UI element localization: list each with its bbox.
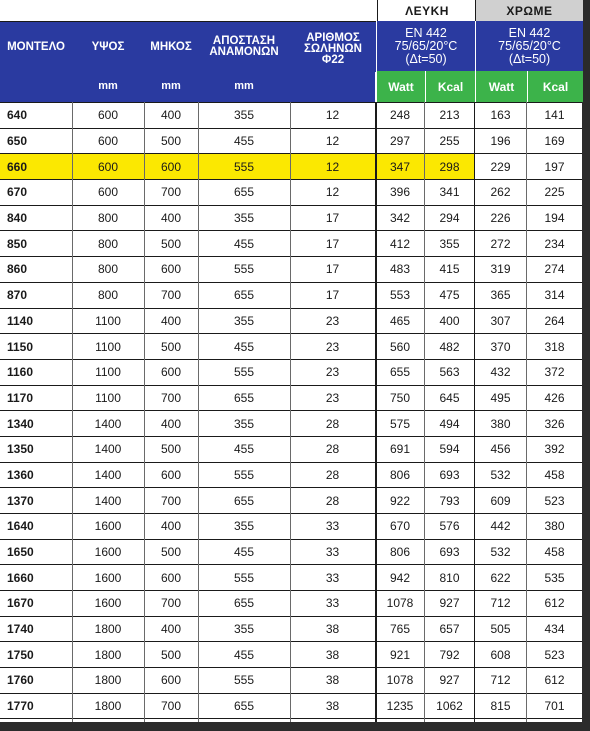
table-row [0,564,582,590]
cell-kcal-lefki: 400 [439,313,460,328]
cell-tubes: 17 [325,262,340,277]
cell-model: 850 [7,236,28,251]
cell-watt-lefki: 483 [389,262,411,277]
cell-kcal-lefki: 1062 [436,698,463,713]
cell-kcal-lefki: 793 [439,493,460,508]
cell-height: 1600 [94,596,122,611]
cell-length: 400 [160,416,182,431]
cell-distance: 355 [233,313,255,328]
cell-tubes: 12 [325,134,340,149]
table-row [0,128,582,154]
cell-length: 400 [160,519,182,534]
table-row [0,385,582,411]
cell-model: 1370 [7,493,34,508]
cell-tubes: 23 [325,365,340,380]
cell-height: 600 [97,159,119,174]
cell-kcal-lefki: 482 [439,339,460,354]
header-tubes [290,26,376,72]
cell-length: 600 [160,467,182,482]
cell-watt-lefki: 248 [389,108,411,123]
cell-height: 800 [97,288,119,303]
table-row [0,590,582,616]
cell-model: 1360 [7,467,34,482]
table-row [0,539,582,565]
cell-kcal-lefki: 341 [439,185,460,200]
cell-watt-xrome: 319 [490,262,511,277]
table-row [0,102,582,128]
cell-height: 1100 [95,313,121,328]
cell-height: 1100 [95,365,121,380]
cell-watt-lefki: 575 [389,416,411,431]
cell-watt-xrome: 815 [490,698,511,713]
cell-watt-lefki: 342 [389,211,411,226]
cell-kcal-xrome: 458 [544,545,565,560]
cell-length: 700 [160,596,182,611]
cell-kcal-xrome: 274 [544,262,565,277]
header-distance-line2: ΑΝΑΜΟΝΩΝ [209,46,279,58]
cell-length: 500 [160,134,182,149]
cell-length: 600 [160,159,182,174]
cell-distance: 355 [233,622,255,637]
cell-watt-lefki: 560 [389,339,411,354]
cell-model: 1740 [7,622,34,637]
cell-model: 860 [7,262,28,277]
cell-tubes: 38 [325,647,340,662]
cell-distance: 655 [233,185,255,200]
cell-kcal-xrome: 314 [544,288,565,303]
group-header-xrome: ΧΡΩΜΕ [475,0,583,21]
cell-tubes: 38 [325,622,340,637]
cell-watt-xrome: 712 [490,596,511,611]
cell-tubes: 28 [325,467,340,482]
table-row [0,256,582,282]
cell-kcal-lefki: 475 [439,288,460,303]
header-tubes-line3: Φ22 [321,53,345,66]
cell-kcal-lefki: 576 [439,519,460,534]
table-body [0,102,582,719]
cell-watt-lefki: 1078 [386,673,414,688]
table-row [0,487,582,513]
cell-watt-xrome: 272 [490,236,511,251]
cell-height: 1400 [94,467,122,482]
en442-header-xrome [475,21,583,71]
cell-distance: 555 [233,570,255,585]
cell-model: 1150 [7,339,34,354]
cell-length: 600 [160,673,182,688]
cell-kcal-xrome: 701 [544,698,565,713]
header-model: ΜΟΝΤΕΛΟ [7,40,65,53]
group-header-row [0,0,582,21]
cell-tubes: 17 [325,211,340,226]
cell-model: 870 [7,288,28,303]
cell-tubes: 23 [325,313,340,328]
cell-kcal-lefki: 645 [439,390,460,405]
unit-kcal-xrome: Kcal [527,71,583,102]
header-length: ΜΗΚΟΣ [150,40,192,53]
cell-model: 840 [7,211,28,226]
cell-watt-lefki: 670 [389,519,411,534]
table-row [0,513,582,539]
cell-length: 600 [160,365,182,380]
cell-kcal-lefki: 298 [439,159,460,174]
table-row [0,359,582,385]
table-row [0,616,582,642]
cell-watt-xrome: 505 [490,622,511,637]
cell-length: 400 [160,313,182,328]
cell-height: 1100 [95,339,121,354]
cell-kcal-lefki: 657 [439,622,460,637]
cell-height: 1600 [94,519,122,534]
cell-watt-xrome: 432 [490,365,511,380]
column-divider [144,102,145,722]
cell-kcal-lefki: 927 [439,673,460,688]
cell-model: 1650 [7,545,34,560]
cell-length: 600 [160,570,182,585]
table-row [0,230,582,256]
cell-distance: 455 [233,442,255,457]
cell-watt-xrome: 226 [490,211,511,226]
column-divider [474,102,475,722]
cell-kcal-xrome: 392 [544,442,565,457]
cell-kcal-lefki: 415 [439,262,460,277]
cell-kcal-lefki: 255 [439,134,460,149]
cell-model: 660 [7,159,28,174]
cell-tubes: 38 [325,673,340,688]
cell-watt-lefki: 1235 [386,698,414,713]
cell-height: 600 [97,108,119,123]
cell-watt-xrome: 495 [490,390,511,405]
cell-model: 1640 [7,519,34,534]
cell-kcal-xrome: 264 [544,313,565,328]
cell-length: 500 [160,442,182,457]
cell-kcal-xrome: 612 [544,596,565,611]
cell-tubes: 33 [325,596,340,611]
cell-distance: 455 [233,545,255,560]
cell-kcal-xrome: 458 [544,467,565,482]
cell-model: 1670 [7,596,34,611]
units-row [0,71,375,102]
cell-height: 1400 [94,416,122,431]
column-divider [290,102,291,722]
cell-length: 500 [160,545,182,560]
cell-watt-xrome: 442 [490,519,511,534]
cell-kcal-xrome: 426 [544,390,565,405]
cell-watt-lefki: 806 [389,467,411,482]
table-row [0,333,582,359]
cell-distance: 555 [233,262,255,277]
cell-kcal-xrome: 141 [544,108,565,123]
cell-model: 1770 [7,698,34,713]
cell-watt-lefki: 922 [389,493,411,508]
cell-height: 1800 [94,673,122,688]
cell-model: 650 [7,134,28,149]
cell-kcal-lefki: 927 [439,596,460,611]
cell-tubes: 28 [325,416,340,431]
cell-length: 700 [160,698,182,713]
cell-distance: 555 [233,365,255,380]
cell-distance: 355 [233,416,255,431]
table-row [0,308,582,334]
cell-tubes: 28 [325,493,340,508]
cell-watt-lefki: 691 [389,442,411,457]
table-row [0,462,582,488]
cell-distance: 655 [233,698,255,713]
header-distance-line1: ΑΠΟΣΤΑΣΗ [212,35,276,47]
cell-watt-xrome: 307 [490,313,511,328]
cell-watt-lefki: 750 [389,390,411,405]
cell-length: 400 [160,211,182,226]
cell-kcal-xrome: 523 [544,647,565,662]
cell-length: 600 [160,262,182,277]
cell-watt-lefki: 921 [389,647,411,662]
unit-distance: mm [234,80,254,92]
cell-model: 1750 [7,647,34,662]
column-divider [72,102,73,722]
cell-watt-xrome: 712 [490,673,511,688]
cell-watt-xrome: 380 [490,416,511,431]
unit-length: mm [161,80,181,92]
cell-length: 500 [160,339,182,354]
cell-kcal-xrome: 234 [544,236,565,251]
cell-kcal-lefki: 213 [439,108,460,123]
cell-height: 1600 [94,570,122,585]
cell-model: 1140 [7,313,34,328]
cell-kcal-lefki: 792 [439,647,460,662]
cell-tubes: 33 [325,570,340,585]
unit-kcal-lefki: Kcal [425,71,475,102]
cell-length: 400 [160,622,182,637]
cell-kcal-lefki: 355 [439,236,460,251]
cell-watt-lefki: 465 [389,313,411,328]
cell-height: 1400 [94,442,122,457]
cell-height: 800 [97,211,119,226]
cell-model: 1660 [7,570,34,585]
cell-distance: 455 [233,236,255,251]
cell-kcal-xrome: 194 [544,211,565,226]
cell-distance: 655 [233,390,255,405]
cell-tubes: 12 [325,108,340,123]
cell-watt-xrome: 456 [490,442,511,457]
cell-height: 1600 [94,545,122,560]
cell-length: 400 [160,108,182,123]
cell-distance: 455 [233,339,255,354]
cell-watt-lefki: 347 [389,159,411,174]
cell-watt-xrome: 609 [490,493,511,508]
cell-height: 600 [97,185,119,200]
cell-watt-lefki: 806 [389,545,411,560]
cell-watt-xrome: 365 [490,288,511,303]
table-row [0,153,582,179]
cell-height: 1100 [95,390,121,405]
cell-distance: 455 [233,134,255,149]
cell-tubes: 23 [325,339,340,354]
cell-kcal-xrome: 380 [544,519,565,534]
cell-model: 1340 [7,416,34,431]
cell-distance: 355 [233,108,255,123]
cell-kcal-xrome: 434 [544,622,565,637]
cell-height: 1800 [94,622,122,637]
cell-distance: 555 [233,159,255,174]
cell-kcal-lefki: 693 [439,545,460,560]
cell-kcal-lefki: 494 [439,416,460,431]
cell-model: 1170 [7,390,34,405]
cell-watt-xrome: 532 [490,467,511,482]
cell-watt-xrome: 196 [490,134,511,149]
cell-tubes: 38 [325,698,340,713]
cell-tubes: 33 [325,545,340,560]
cell-kcal-xrome: 169 [544,134,565,149]
column-divider [198,102,199,722]
cell-watt-xrome: 262 [490,185,511,200]
cell-distance: 655 [233,596,255,611]
cell-distance: 355 [233,211,255,226]
cell-model: 1160 [7,365,34,380]
cell-distance: 555 [233,673,255,688]
cell-tubes: 17 [325,288,340,303]
en442-lefki-line3: (Δt=50) [405,51,447,66]
cell-tubes: 33 [325,519,340,534]
cell-kcal-xrome: 197 [544,159,565,174]
table-row [0,205,582,231]
unit-height: mm [98,80,118,92]
cell-watt-lefki: 396 [389,185,411,200]
table-row [0,179,582,205]
cell-kcal-lefki: 594 [439,442,460,457]
cell-tubes: 28 [325,442,340,457]
cell-kcal-xrome: 523 [544,493,565,508]
cell-watt-lefki: 1078 [386,596,414,611]
cell-distance: 655 [233,493,255,508]
header-distance [198,22,290,72]
column-divider [424,102,425,722]
cell-kcal-xrome: 326 [544,416,565,431]
cell-watt-xrome: 163 [490,108,511,123]
en442-xrome-line2: 75/65/20°C [498,38,561,53]
cell-length: 700 [160,493,182,508]
cell-watt-lefki: 942 [389,570,411,585]
cell-watt-lefki: 553 [389,288,411,303]
cell-length: 700 [160,185,182,200]
header-height: ΥΨΟΣ [91,40,125,53]
cell-distance: 655 [233,288,255,303]
cell-watt-lefki: 297 [389,134,411,149]
cell-tubes: 12 [325,159,340,174]
table-row [0,282,582,308]
cell-kcal-lefki: 693 [439,467,460,482]
cell-kcal-xrome: 318 [544,339,565,354]
cell-distance: 355 [233,519,255,534]
en442-xrome-line3: (Δt=50) [508,51,551,66]
cell-height: 600 [97,134,119,149]
table-row [0,667,582,693]
cell-distance: 455 [233,647,255,662]
cell-kcal-xrome: 535 [544,570,565,585]
cell-height: 1800 [94,698,122,713]
cell-watt-lefki: 412 [389,236,411,251]
cell-watt-xrome: 370 [490,339,511,354]
en442-header-lefki [376,21,475,71]
header-tubes-line2: ΣΩΛΗΝΩΝ [304,42,362,55]
en442-lefki-line2: 75/65/20°C [394,38,458,53]
cell-height: 1800 [94,647,122,662]
cell-kcal-xrome: 612 [544,673,565,688]
cell-watt-lefki: 655 [389,365,411,380]
cell-length: 700 [160,390,182,405]
cell-distance: 555 [233,467,255,482]
group-header-lefki: ΛΕΥΚΗ [377,0,476,21]
cell-tubes: 12 [325,185,340,200]
table-row [0,410,582,436]
cell-kcal-xrome: 372 [544,365,565,380]
cell-height: 800 [97,236,119,251]
cell-kcal-lefki: 294 [439,211,460,226]
cell-watt-xrome: 608 [490,647,511,662]
cell-length: 700 [160,288,182,303]
unit-watt-lefki: Watt [376,71,425,102]
table-row [0,641,582,667]
cell-watt-xrome: 622 [490,570,511,585]
cell-watt-xrome: 532 [490,545,511,560]
cell-watt-lefki: 765 [389,622,411,637]
cell-tubes: 23 [325,390,340,405]
cell-height: 1400 [94,493,122,508]
cell-model: 670 [7,185,28,200]
unit-watt-xrome: Watt [475,71,527,102]
cell-kcal-lefki: 563 [439,365,460,380]
cell-length: 500 [160,236,182,251]
column-divider [526,102,527,722]
en442-xrome-line1: EN 442 [508,25,551,40]
cell-kcal-xrome: 225 [544,185,565,200]
column-divider [375,102,377,722]
cell-length: 500 [160,647,182,662]
header-tubes-line1: ΑΡΙΘΜΟΣ [306,31,360,44]
cell-tubes: 17 [325,236,340,251]
table-row [0,436,582,462]
table-row [0,693,582,719]
cell-watt-xrome: 229 [490,159,511,174]
cell-model: 640 [7,108,28,123]
cell-model: 1350 [7,442,34,457]
cell-height: 800 [97,262,119,277]
en442-lefki-line1: EN 442 [405,25,447,40]
cell-kcal-lefki: 810 [439,570,460,585]
cell-model: 1760 [7,673,34,688]
